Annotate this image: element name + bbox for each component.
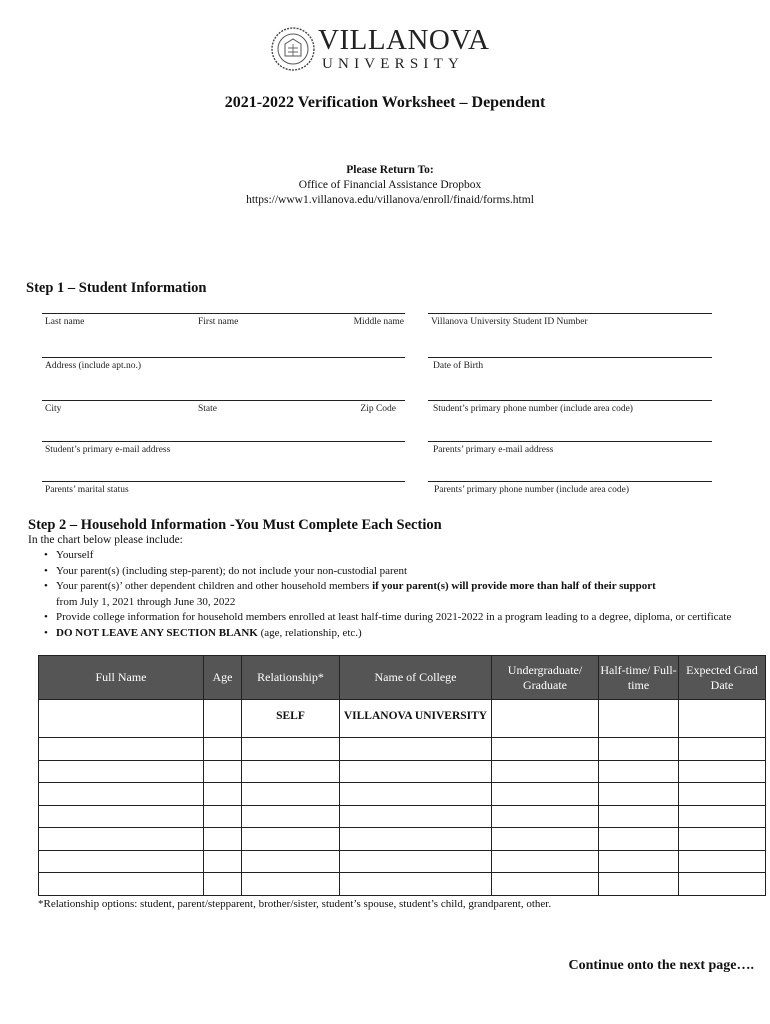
table-cell[interactable] — [599, 850, 679, 873]
table-row — [39, 805, 766, 828]
relationship-self-cell: SELF — [242, 700, 340, 738]
table-cell[interactable] — [492, 700, 599, 738]
return-office: Office of Financial Assistance Dropbox — [298, 179, 482, 191]
bullet-text: Your parent(s) (including step-parent); do not include your non-custodial parent — [56, 564, 408, 577]
list-item — [44, 626, 754, 642]
table-row — [39, 850, 766, 873]
table-cell[interactable] — [340, 850, 492, 873]
first-name-label: First name — [198, 317, 239, 327]
col-grad-date: Expected Grad Date — [679, 656, 766, 700]
return-url: https://www1.villanova.edu/villanova/enroll/finaid/forms.html — [246, 194, 534, 206]
logo-name: VILLANOVA — [318, 24, 490, 56]
table-cell[interactable] — [242, 828, 340, 851]
university-seal-icon — [270, 26, 316, 72]
table-cell[interactable] — [39, 805, 204, 828]
table-cell[interactable] — [492, 760, 599, 783]
table-cell[interactable] — [340, 738, 492, 761]
list-item — [44, 579, 754, 610]
parents-phone-field[interactable] — [428, 481, 712, 499]
table-cell[interactable] — [39, 700, 204, 738]
step2-intro: In the chart below please include: — [28, 534, 183, 546]
table-cell[interactable] — [340, 828, 492, 851]
state-label: State — [198, 404, 217, 414]
student-id-field[interactable] — [428, 313, 712, 331]
col-full-name: Full Name — [39, 656, 204, 700]
table-row — [39, 828, 766, 851]
bullet-text: Your parent(s)’ other dependent children and other household members — [56, 580, 373, 593]
household-table — [38, 655, 766, 896]
table-cell[interactable] — [599, 805, 679, 828]
table-cell[interactable] — [204, 738, 242, 761]
list-item — [44, 548, 754, 564]
table-row — [39, 700, 766, 738]
table-cell[interactable] — [204, 828, 242, 851]
table-cell[interactable] — [204, 783, 242, 806]
bullet-bold-text: if your parent(s) will provide more than half of their support — [372, 580, 656, 593]
table-cell[interactable] — [204, 760, 242, 783]
continue-note: Continue onto the next page…. — [568, 958, 754, 973]
table-cell[interactable] — [39, 760, 204, 783]
table-cell[interactable] — [204, 700, 242, 738]
parents-email-field[interactable] — [428, 441, 712, 459]
list-item — [44, 610, 754, 626]
student-id-label: Villanova University Student ID Number — [431, 317, 588, 327]
bullet-text: Yourself — [56, 549, 94, 561]
table-cell[interactable] — [39, 828, 204, 851]
table-cell[interactable] — [39, 738, 204, 761]
return-to-block — [0, 163, 770, 208]
student-phone-field[interactable] — [428, 400, 712, 418]
bullet-text: (age, relationship, etc.) — [257, 626, 362, 639]
zip-label: Zip Code — [360, 404, 396, 414]
table-cell[interactable] — [492, 850, 599, 873]
table-row — [39, 760, 766, 783]
dob-label: Date of Birth — [433, 361, 484, 371]
table-cell[interactable] — [39, 850, 204, 873]
col-college: Name of College — [340, 656, 492, 700]
table-cell[interactable] — [340, 760, 492, 783]
table-cell[interactable] — [340, 783, 492, 806]
table-row — [39, 873, 766, 896]
last-name-label: Last name — [45, 317, 85, 327]
step1-heading: Step 1 – Student Information — [26, 280, 207, 296]
table-cell[interactable] — [242, 805, 340, 828]
table-cell[interactable] — [39, 783, 204, 806]
table-cell[interactable] — [204, 850, 242, 873]
city-state-zip-field[interactable] — [42, 400, 405, 418]
bullet-text: Provide college information for household members enrolled at least half-time during 2021-2022 in a program leading to a degree, diploma, or certificate — [56, 611, 732, 624]
university-logo — [270, 24, 510, 76]
college-villanova-cell: VILLANOVA UNIVERSITY — [340, 700, 492, 738]
table-cell[interactable] — [599, 738, 679, 761]
table-row — [39, 738, 766, 761]
instruction-list — [44, 548, 754, 642]
col-relationship: Relationship* — [242, 656, 340, 700]
dob-field[interactable] — [428, 357, 712, 375]
parents-phone-label: Parents’ primary phone number (include area code) — [434, 485, 630, 495]
col-age: Age — [204, 656, 242, 700]
parents-email-label: Parents’ primary e-mail address — [433, 445, 554, 455]
table-cell[interactable] — [679, 760, 766, 783]
table-cell[interactable] — [242, 873, 340, 896]
table-cell[interactable] — [39, 873, 204, 896]
name-field[interactable] — [42, 313, 405, 331]
table-cell[interactable] — [242, 783, 340, 806]
page-title: 2021-2022 Verification Worksheet – Dependent — [224, 94, 546, 111]
table-cell[interactable] — [492, 805, 599, 828]
table-cell[interactable] — [492, 783, 599, 806]
table-cell[interactable] — [679, 783, 766, 806]
address-field[interactable] — [42, 357, 405, 375]
table-cell[interactable] — [242, 760, 340, 783]
list-item — [44, 564, 754, 580]
student-email-field[interactable] — [42, 441, 405, 459]
table-cell[interactable] — [679, 850, 766, 873]
student-email-label: Student’s primary e-mail address — [45, 445, 171, 455]
col-level: Undergraduate/ Graduate — [492, 656, 599, 700]
city-label: City — [45, 404, 62, 414]
col-status: Half-time/ Full-time — [599, 656, 679, 700]
table-cell[interactable] — [340, 805, 492, 828]
table-cell[interactable] — [204, 873, 242, 896]
address-label: Address (include apt.no.) — [45, 361, 142, 371]
table-cell[interactable] — [679, 738, 766, 761]
table-row — [39, 783, 766, 806]
bullet-bold-text: DO NOT LEAVE ANY SECTION BLANK — [56, 626, 258, 639]
table-cell[interactable] — [679, 873, 766, 896]
table-cell[interactable] — [242, 738, 340, 761]
table-cell[interactable] — [679, 700, 766, 738]
relationship-footnote: *Relationship options: student, parent/stepparent, brother/sister, student’s spouse, student’s child, grandparent, other. — [38, 898, 552, 910]
marital-status-label: Parents’ marital status — [45, 485, 129, 495]
table-header-row — [39, 656, 766, 700]
bullet-text: from July 1, 2021 through June 30, 2022 — [56, 595, 236, 608]
middle-name-label: Middle name — [353, 317, 404, 327]
table-cell[interactable] — [492, 828, 599, 851]
marital-status-field[interactable] — [42, 481, 405, 499]
table-cell[interactable] — [340, 873, 492, 896]
return-label: Please Return To: — [346, 164, 434, 176]
table-cell[interactable] — [204, 805, 242, 828]
step2-heading: Step 2 – Household Information -You Must Complete Each Section — [28, 517, 442, 533]
table-cell[interactable] — [492, 873, 599, 896]
table-cell[interactable] — [599, 700, 679, 738]
student-phone-label: Student’s primary phone number (include area code) — [433, 404, 633, 414]
logo-subtitle: UNIVERSITY — [322, 56, 464, 72]
table-cell[interactable] — [679, 805, 766, 828]
table-cell[interactable] — [599, 828, 679, 851]
table-cell[interactable] — [679, 828, 766, 851]
table-cell[interactable] — [242, 850, 340, 873]
table-cell[interactable] — [599, 873, 679, 896]
table-cell[interactable] — [599, 783, 679, 806]
table-cell[interactable] — [492, 738, 599, 761]
table-cell[interactable] — [599, 760, 679, 783]
